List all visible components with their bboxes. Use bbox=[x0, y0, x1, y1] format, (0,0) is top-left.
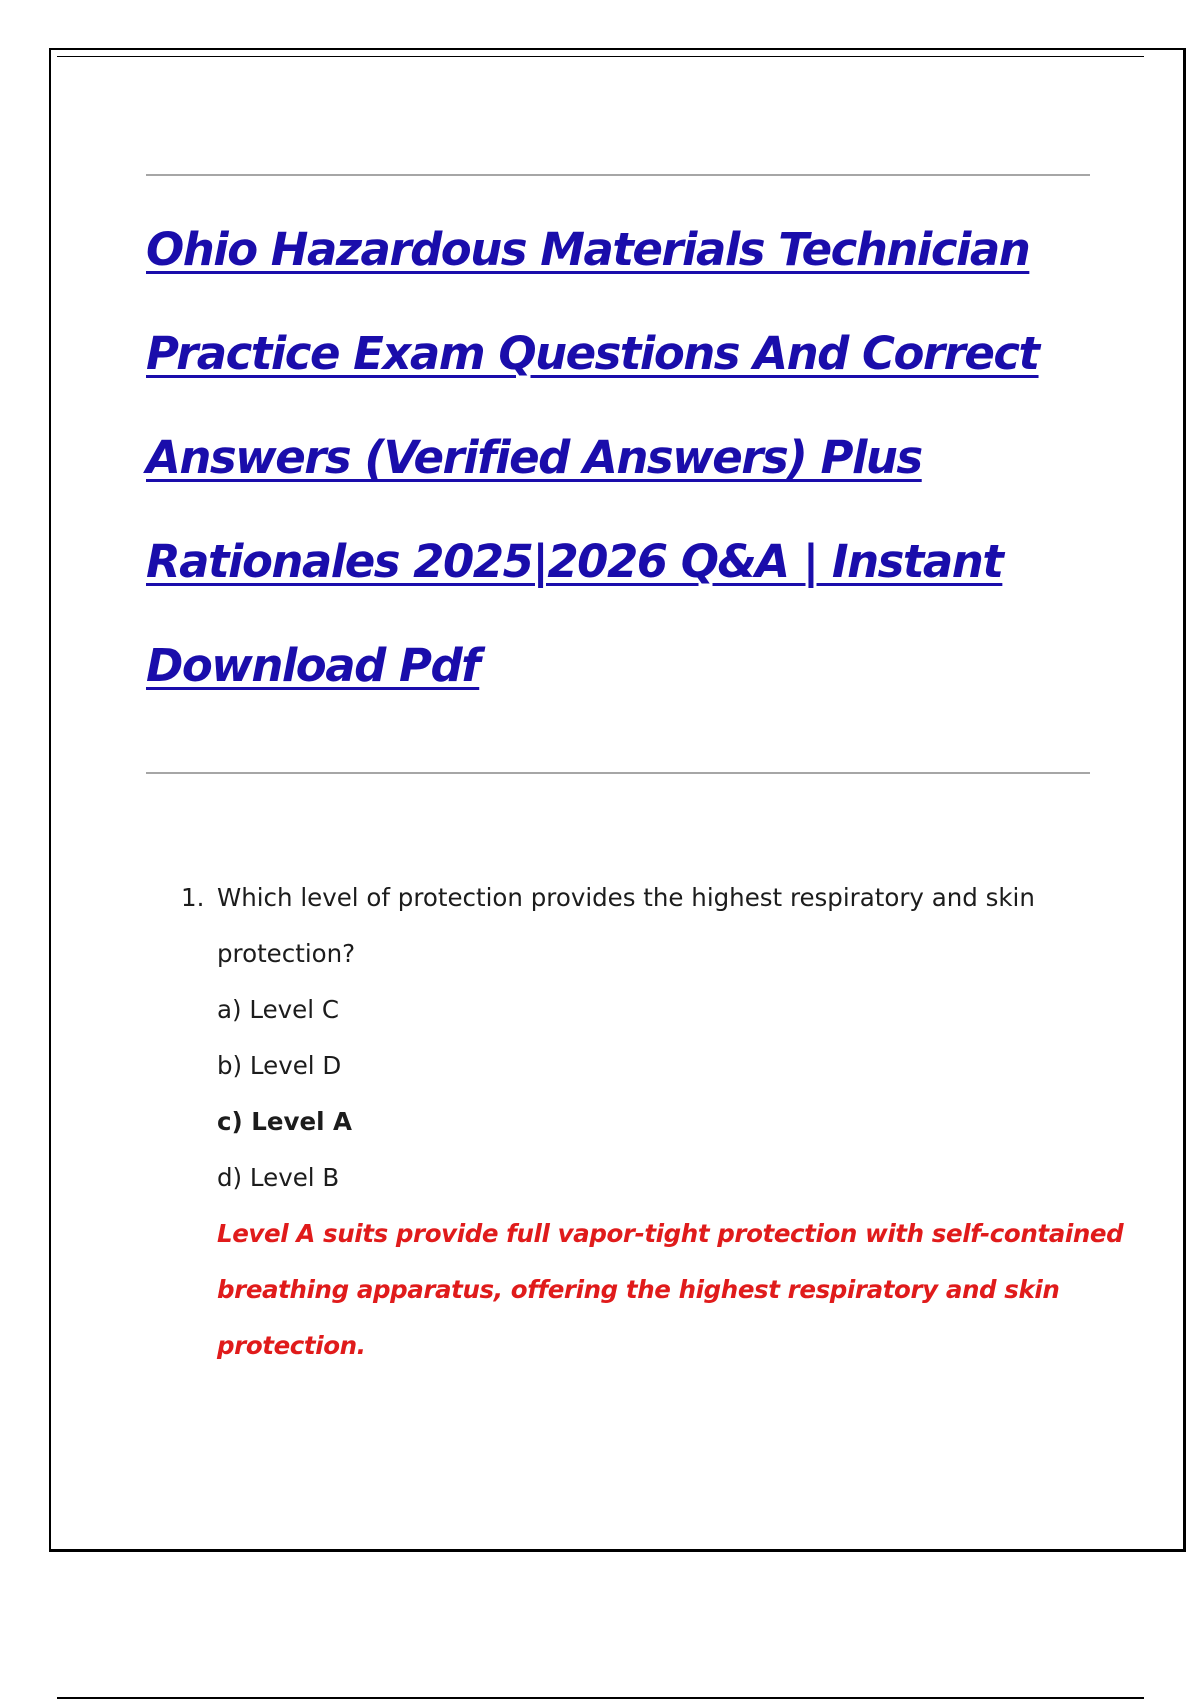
rationale-line-2: breathing apparatus, offering the highest respiratory and skin bbox=[217, 1275, 1060, 1304]
option-d: d) Level B bbox=[217, 1163, 340, 1192]
question-stem bbox=[181, 870, 1081, 926]
title-line-1: Ohio Hazardous Materials Technician bbox=[146, 223, 1030, 276]
rationale-line-3: protection. bbox=[217, 1331, 366, 1360]
question-text-line-2: protection? bbox=[217, 939, 356, 968]
title-line-3: Answers (Verified Answers) Plus bbox=[146, 431, 922, 484]
question-number: 1. bbox=[181, 883, 205, 912]
document-title bbox=[146, 214, 1106, 734]
question-text-line-1: Which level of protection provides the highest respiratory and skin bbox=[217, 883, 1035, 912]
title-line-2: Practice Exam Questions And Correct bbox=[146, 327, 1039, 380]
option-a: a) Level C bbox=[217, 995, 339, 1024]
next-page-top-border bbox=[57, 1697, 1144, 1699]
title-line-5: Download Pdf bbox=[146, 639, 480, 692]
title-top-divider bbox=[146, 174, 1090, 176]
question-1 bbox=[181, 870, 1124, 1374]
option-b: b) Level D bbox=[217, 1051, 342, 1080]
title-line-4: Rationales 2025|2026 Q&A | Instant bbox=[146, 535, 1003, 588]
title-bottom-divider bbox=[146, 772, 1090, 774]
option-c-correct: c) Level A bbox=[217, 1107, 352, 1136]
rationale-line-1: Level A suits provide full vapor-tight protection with self-contained bbox=[217, 1219, 1124, 1248]
